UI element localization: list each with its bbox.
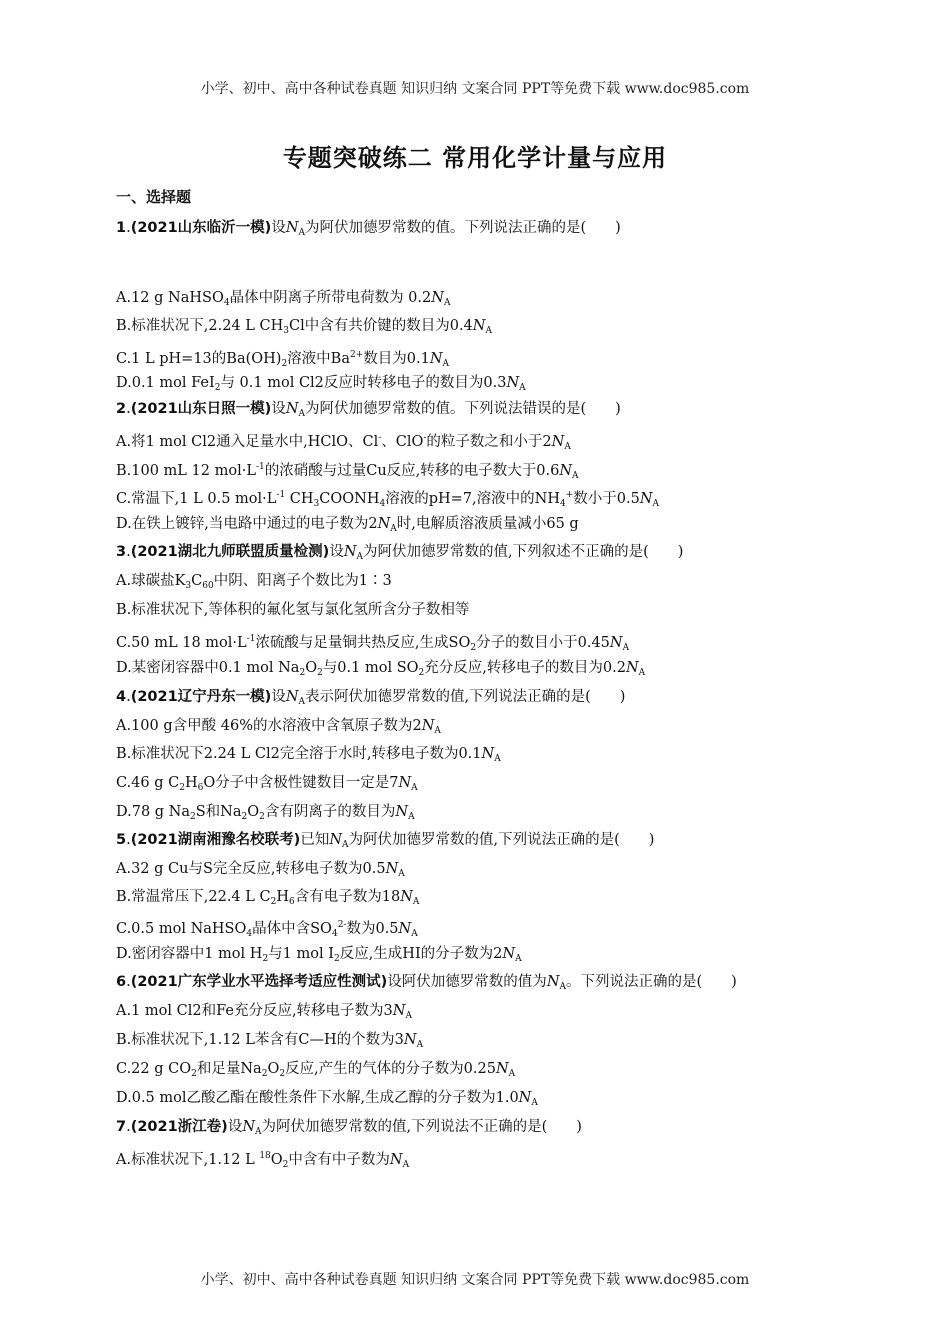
question-option: B.标准状况下,等体积的氟化氢与氯化氢所含分子数相等 bbox=[116, 602, 470, 618]
question-option: B.标准状况下2.24 L Cl2完全溶于水时,转移电子数为$0.1N_A$ bbox=[116, 746, 501, 764]
page-header: 小学、初中、高中各种试卷真题 知识归纳 文案合同 PPT等免费下载 www.doc985.com bbox=[200, 81, 750, 97]
question-option: C.50 mL 18 $mol\cdot L^{-1}$浓硫酸与足量铜共热反应,生成$SO_2$分子的数目小于$0.45N_A$ bbox=[116, 634, 630, 653]
question-option: A.将1 mol Cl2通入足量水中,HClO、Cl-、ClO-的粒子数之和小于$2N_A$ bbox=[116, 433, 571, 452]
page-footer: 小学、初中、高中各种试卷真题 知识归纳 文案合同 PPT等免费下载 www.doc985.com bbox=[200, 1272, 750, 1288]
question-option: B.标准状况下,2.24 L $CH_3Cl$中含有共价键的数目为$0.4N_A$ bbox=[116, 318, 492, 336]
section-heading: 一、选择题 bbox=[116, 188, 192, 206]
question-option: D.78 g $Na_2S$和$Na_2O_2$含有阴离子的数目为$N_A$ bbox=[116, 804, 415, 822]
question-stem: 5.(2021湖南湘豫名校联考)已知$N_A$为阿伏加德罗常数的值,下列说法正确的是( ) bbox=[116, 832, 655, 850]
question-stem: 7.(2021浙江卷)设$N_A$为阿伏加德罗常数的值,下列说法不正确的是( ) bbox=[116, 1119, 582, 1137]
question-option: D.某密闭容器中0.1 mol $Na_2O_2$与0.1 mol $SO_2$充分反应,转移电子的数目为$0.2N_A$ bbox=[116, 660, 646, 678]
question-option: C.1 L pH=13的$Ba(OH)_2$溶液中$Ba^{2+}$数目为$0.1N_A$ bbox=[116, 350, 450, 369]
question-option: B.常温常压下,22.4 L $C_2H_6$含有电子数为$18N_A$ bbox=[116, 889, 420, 907]
question-stem: 1.(2021山东临沂一模)设$N_A$为阿伏加德罗常数的值。下列说法正确的是( ) bbox=[116, 220, 621, 238]
question-stem: 2.(2021山东日照一模)设$N_A$为阿伏加德罗常数的值。下列说法错误的是( ) bbox=[116, 401, 621, 419]
question-option: D.密闭容器中1 mol $H_2$与1 mol $I_2$反应,生成HI的分子数为$2N_A$ bbox=[116, 946, 522, 964]
question-option: A.32 g Cu与S完全反应,转移电子数为$0.5N_A$ bbox=[116, 861, 405, 879]
question-stem: 4.(2021辽宁丹东一模)设$N_A$表示阿伏加德罗常数的值,下列说法正确的是( ) bbox=[116, 689, 626, 707]
question-option: A.标准状况下,1.12 L $^{18}O_2$中含有中子数为$N_A$ bbox=[116, 1151, 410, 1170]
question-option: C.常温下,1 L 0.5 $mol\cdot L^{-1}$ $CH_3COONH_4$溶液的pH=7,溶液中的$NH_4^+$数小于$0.5N_A$ bbox=[116, 490, 659, 509]
question-stem: 6.(2021广东学业水平选择考适应性测试)设阿伏加德罗常数的值为$N_A$。下列说法正确的是( ) bbox=[116, 974, 737, 992]
page-title: 专题突破练二 常用化学计量与应用 bbox=[282, 144, 668, 172]
question-option: C.22 g $CO_2$和足量$Na_2O_2$反应,产生的气体的分子数为$0.25N_A$ bbox=[116, 1061, 516, 1079]
question-option: A.12 g NaHSO$_4$晶体中阴离子所带电荷数为 $0.2N_A$ bbox=[116, 290, 451, 308]
question-option: D.在铁上镀锌,当电路中通过的电子数为$2N_A$时,电解质溶液质量减小65 g bbox=[116, 516, 579, 534]
question-option: D.0.1 mol FeI$_2$与 0.1 mol Cl2反应时转移电子的数目为$0.3N_A$ bbox=[116, 375, 526, 393]
question-option: A.100 g含甲酸 46%的水溶液中含氧原子数为$2N_A$ bbox=[116, 718, 441, 736]
question-option: D.0.5 mol乙酸乙酯在酸性条件下水解,生成乙醇的分子数为$1.0N_A$ bbox=[116, 1090, 538, 1108]
question-option: C.0.5 mol NaHSO$_4$晶体中含$SO_4^{2-}$数为$0.5N_A$ bbox=[116, 920, 418, 939]
question-option: B.标准状况下,1.12 L苯含有C—H的个数为$3N_A$ bbox=[116, 1032, 424, 1050]
question-stem: 3.(2021湖北九师联盟质量检测)设$N_A$为阿伏加德罗常数的值,下列叙述不正确的是( ) bbox=[116, 544, 684, 562]
question-option: B.100 mL 12 $mol\cdot L^{-1}$的浓硝酸与过量Cu反应,转移的电子数大于$0.6N_A$ bbox=[116, 462, 579, 481]
question-option: A.1 mol Cl2和Fe充分反应,转移电子数为$3N_A$ bbox=[116, 1003, 412, 1021]
question-option: C.46 g $C_2H_6O$分子中含极性键数目一定是$7N_A$ bbox=[116, 775, 418, 793]
question-option: A.球碳盐$K_3C_{60}$中阴、阳离子个数比为1∶3 bbox=[116, 573, 392, 591]
